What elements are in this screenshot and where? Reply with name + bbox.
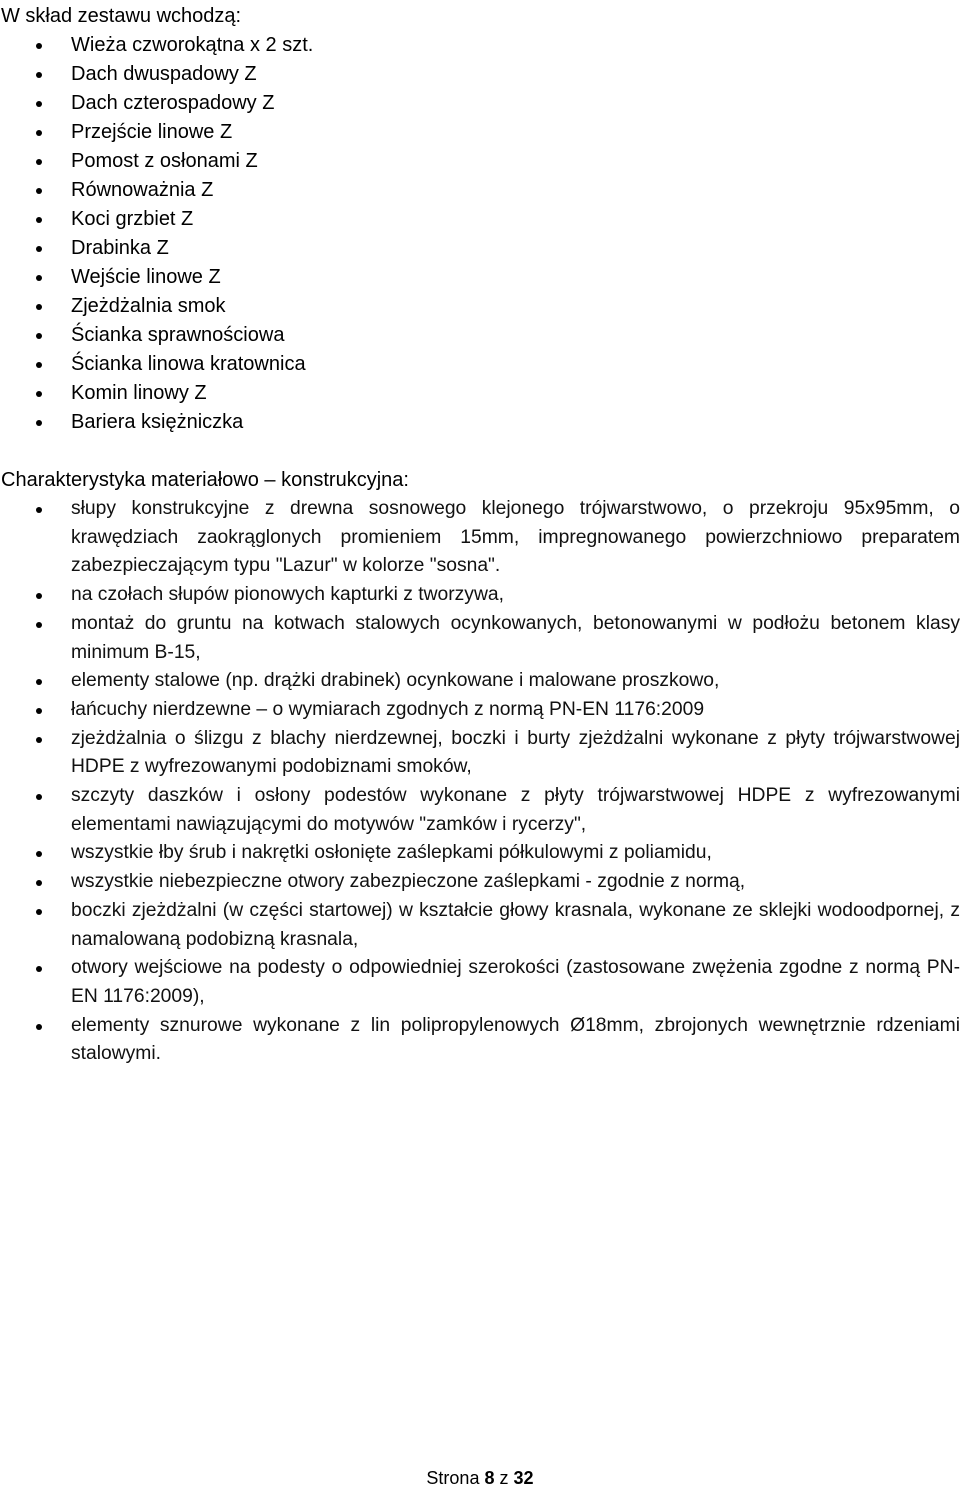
spec-list-item [0,868,960,897]
bullet-icon [36,708,42,714]
list-item [0,205,960,234]
page-footer [0,1467,960,1489]
set-heading: W skład zestawu wchodzą: [1,5,242,27]
list-item-text: Bariera księżniczka [71,411,244,433]
list-item [0,147,960,176]
list-item [0,321,960,350]
bullet-icon [36,304,42,310]
list-item [0,350,960,379]
spec-item-text: elementy stalowe (np. drążki drabinek) ocynkowane i malowane proszkowo, [71,670,720,692]
bullet-icon [36,362,42,368]
bullet-icon [36,851,42,857]
spec-list-item [0,696,960,725]
bullet-icon [36,188,42,194]
spec-item-text: wszystkie niebezpieczne otwory zabezpieczone zaślepkami - zgodnie z normą, [71,871,746,893]
bullet-icon [36,880,42,886]
spec-list [0,495,960,1069]
bullet-icon [36,217,42,223]
spec-item-text: elementy sznurowe wykonane z lin polipropylenowych Ø18mm, zbrojonych wewnętrznie rdzeniami stalowymi. [71,1014,960,1065]
list-item-text: Dach czterospadowy Z [71,92,275,114]
spec-item-text: zjeżdżalnia o ślizgu z blachy nierdzewnej, boczki i burty zjeżdżalni wykonane z płyty trójwarstwowej HDPE z wyfrezowanymi podobiznami smoków, [71,727,960,778]
list-item [0,408,960,437]
bullet-icon [36,391,42,397]
list-item [0,31,960,60]
page-label: Strona [426,1468,480,1488]
bullet-icon [36,909,42,915]
spec-list-item [0,954,960,1011]
list-item [0,89,960,118]
spec-item-text: łańcuchy nierdzewne – o wymiarach zgodnych z normą PN-EN 1176:2009 [71,698,705,720]
list-item [0,118,960,147]
spec-item-text: boczki zjeżdżalni (w części startowej) w kształcie głowy krasnala, wykonane ze sklejki wodoodpornej, z namalowaną podobizną krasnala, [71,899,960,950]
bullet-icon [36,507,42,513]
current-page-number: 8 [484,1468,495,1488]
spec-list-item [0,581,960,610]
set-list [0,31,960,437]
spec-list-item [0,782,960,839]
bullet-icon [36,130,42,136]
list-item-text: Pomost z osłonami Z [71,150,258,172]
spec-list-item [0,897,960,954]
list-item-text: Wejście linowe Z [71,266,221,288]
list-item-text: Koci grzbiet Z [71,208,194,230]
spec-heading: Charakterystyka materiałowo – konstrukcyjna: [1,469,409,491]
list-item-text: Komin linowy Z [71,382,207,404]
spec-item-text: na czołach słupów pionowych kapturki z tworzywa, [71,584,504,606]
bullet-icon [36,679,42,685]
bullet-icon [36,737,42,743]
list-item [0,176,960,205]
spec-item-text: otwory wejściowe na podesty o odpowiedniej szerokości (zastosowane zwężenia zgodne z normą PN-EN 1176:2009), [71,957,960,1007]
list-item-text: Wieża czworokątna x 2 szt. [71,34,314,56]
list-item-text: Ścianka linowa kratownica [71,353,306,375]
spec-item-text: szczyty daszków i osłony podestów wykonane z płyty trójwarstwowej HDPE z wyfrezowanymi elementami nawiązującymi do motywów "zamków i rycerzy", [71,785,960,835]
bullet-icon [36,246,42,252]
list-item-text: Przejście linowe Z [71,121,233,143]
bullet-icon [36,159,42,165]
bullet-icon [36,794,42,800]
list-item [0,263,960,292]
spec-list-item [0,495,960,581]
bullet-icon [36,420,42,426]
list-item [0,292,960,321]
list-item [0,60,960,89]
list-item-text: Dach dwuspadowy Z [71,63,257,85]
spec-item-text: wszystkie łby śrub i nakrętki osłonięte zaślepkami półkulowymi z poliamidu, [71,842,712,864]
document-body [0,2,960,1069]
bullet-icon [36,333,42,339]
list-item-text: Drabinka Z [71,237,169,259]
spec-item-text: słupy konstrukcyjne z drewna sosnowego klejonego trójwarstwowo, o przekroju 95x95mm, o krawędziach zaokrąglonych promieniem 15mm, impregnowanego powierzchniowo preparatem zabezpieczającym typu "Lazur" w kolorze "sosna". [71,498,960,577]
spec-list-item [0,667,960,696]
bullet-icon [36,275,42,281]
bullet-icon [36,43,42,49]
spec-list-item [0,1012,960,1069]
page-separator: z [499,1468,509,1488]
list-item [0,234,960,263]
bullet-icon [36,1024,42,1030]
total-pages-number: 32 [513,1468,534,1488]
spec-list-item [0,839,960,868]
spec-list-item [0,725,960,782]
spec-item-text: montaż do gruntu na kotwach stalowych ocynkowanych, betonowanymi w podłożu betonem klasy minimum B-15, [71,612,960,663]
bullet-icon [36,72,42,78]
bullet-icon [36,593,42,599]
bullet-icon [36,622,42,628]
list-item-text: Zjeżdżalnia smok [71,295,226,317]
list-item-text: Ścianka sprawnościowa [71,324,285,346]
bullet-icon [36,966,42,972]
bullet-icon [36,101,42,107]
spec-list-item [0,610,960,667]
list-item [0,379,960,408]
list-item-text: Równoważnia Z [71,179,214,201]
section-spacer [0,437,960,466]
